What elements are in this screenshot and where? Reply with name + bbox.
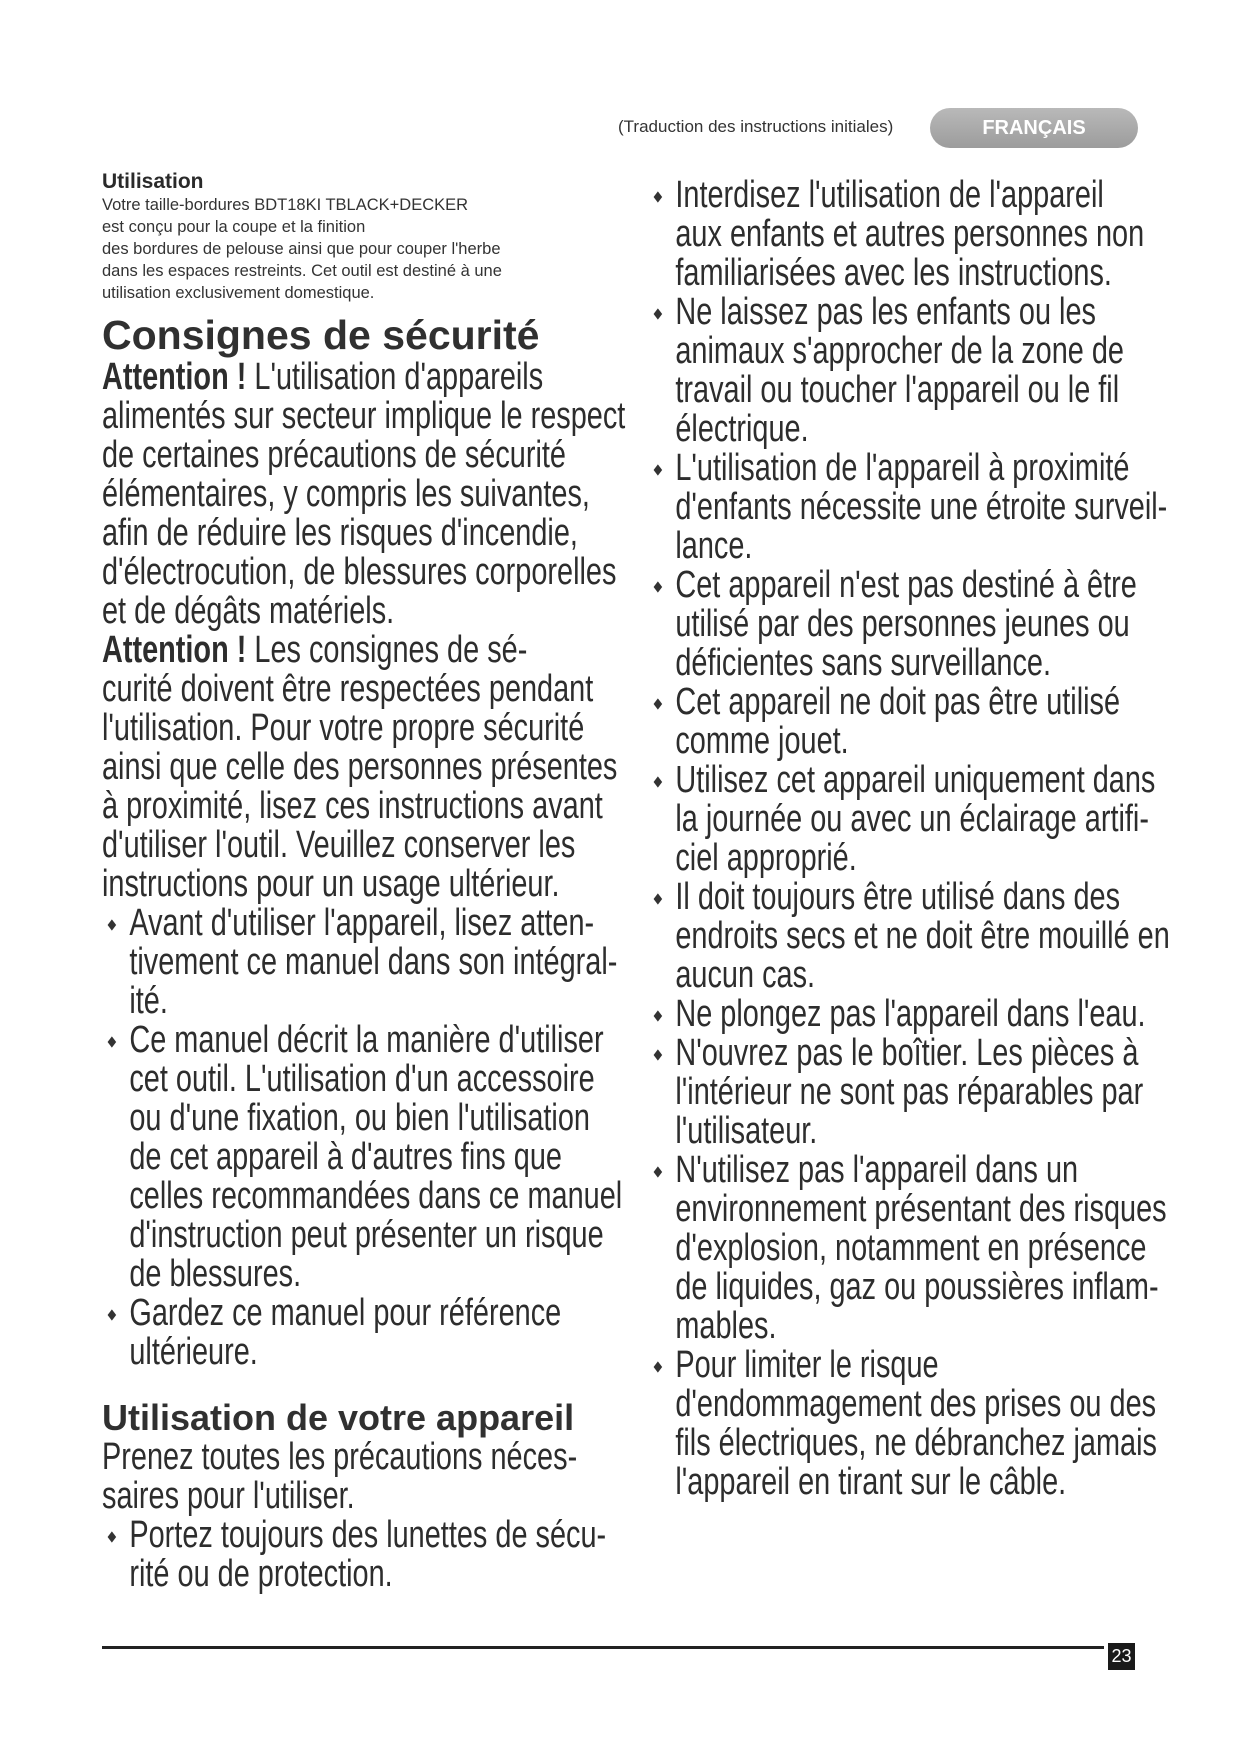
using-intro [102, 1438, 624, 1516]
list-item [102, 904, 624, 1021]
diamond-bullet-icon [108, 1309, 117, 1320]
bullet-line: déficientes sans surveillance. [675, 642, 1052, 684]
diamond-bullet-icon [654, 1361, 663, 1372]
list-item [648, 1344, 1157, 1503]
list-item [648, 995, 1150, 1034]
bullet-line: l'appareil en tirant sur le câble. [675, 1461, 1067, 1503]
list-item [648, 876, 1170, 996]
bullet-line: cet outil. L'utilisation d'un accessoire [129, 1058, 595, 1100]
bullet-line: travail ou toucher l'appareil ou le fil [675, 369, 1120, 411]
diamond-bullet-icon [654, 191, 663, 202]
intended-use-line: des bordures de pelouse ainsi que pour couper l'herbe [102, 240, 501, 258]
bullet-line: d'enfants nécessite une étroite surveil- [675, 486, 1168, 528]
list-item [648, 293, 1150, 449]
diamond-bullet-icon [108, 1036, 117, 1047]
warning-line: d'électrocution, de blessures corporelles [102, 551, 617, 593]
list-item [648, 683, 1150, 761]
diamond-bullet-icon [108, 1531, 117, 1542]
warning-line: et de dégâts matériels. [102, 590, 395, 632]
warning-line: à proximité, lisez ces instructions avant [102, 785, 603, 827]
warning-line: élémentaires, y compris les suivantes, [102, 473, 590, 515]
bullet-line: d'explosion, notamment en présence [675, 1227, 1147, 1269]
right-safety-body [648, 174, 1170, 1503]
using-title: Utilisation de votre appareil [102, 1397, 575, 1438]
list-item [648, 447, 1168, 567]
bullet-line: Gardez ce manuel pour référence [129, 1292, 562, 1334]
list-item [648, 566, 1150, 683]
bullet-line: aux enfants et autres personnes non [675, 213, 1145, 255]
warning-line: afin de réduire les risques d'incendie, [102, 512, 578, 554]
diamond-bullet-icon [654, 581, 663, 592]
list-item [102, 1021, 624, 1294]
intended-use-line: utilisation exclusivement domestique. [102, 284, 375, 302]
diamond-bullet-icon [108, 919, 117, 930]
intended-use-line: Votre taille-bordures BDT18KI TBLACK+DECKER [102, 196, 469, 214]
diamond-bullet-icon [654, 1049, 663, 1060]
bullet-line: environnement présentant des risques [675, 1188, 1167, 1230]
intended-use-line: dans les espaces restreints. Cet outil est destiné à une [102, 262, 502, 280]
using-bullet-list [102, 1516, 624, 1594]
bullet-line: L'utilisation de l'appareil à proximité [675, 447, 1130, 489]
bullet-line: la journée ou avec un éclairage artifi- [675, 798, 1149, 840]
list-item [648, 759, 1156, 879]
footer-divider [102, 1646, 1104, 1649]
bullet-line: d'endommagement des prises ou des [675, 1383, 1157, 1425]
bullet-line: de cet appareil à d'autres fins que [129, 1136, 562, 1178]
bullet-line: électrique. [675, 408, 809, 450]
list-item [102, 1516, 624, 1594]
warning-line [102, 358, 624, 397]
language-badge: FRANÇAIS [930, 108, 1138, 148]
bullet-line: tivement ce manuel dans son intégral- [129, 941, 618, 983]
bullet-line: aucun cas. [675, 954, 816, 996]
bullet-line: Il doit toujours être utilisé dans des [675, 876, 1121, 918]
right-column [648, 174, 1170, 1503]
diamond-bullet-icon [654, 308, 663, 319]
intended-use-title: Utilisation [102, 170, 204, 193]
warning-paragraph-2 [102, 631, 624, 904]
bullet-line: endroits secs et ne doit être mouillé en [675, 915, 1170, 957]
warning-line: d'utiliser l'outil. Veuillez conserver les [102, 824, 576, 866]
bullet-line: Ne laissez pas les enfants ou les [675, 291, 1096, 333]
bullet-line: Avant d'utiliser l'appareil, lisez atten- [129, 902, 595, 944]
bullet-line: ultérieure. [129, 1331, 258, 1373]
bullet-line: Pour limiter le risque [675, 1344, 939, 1386]
bullet-line: de liquides, gaz ou poussières inflam- [675, 1266, 1159, 1308]
page-number: 23 [1108, 1643, 1135, 1670]
list-item [102, 1294, 624, 1372]
bullet-line: Cet appareil ne doit pas être utilisé [675, 681, 1121, 723]
bullet-line: celles recommandées dans ce manuel [129, 1175, 623, 1217]
bullet-line: N'ouvrez pas le boîtier. Les pièces à [675, 1032, 1139, 1074]
warning-line [102, 631, 624, 670]
bullet-line: Utilisez cet appareil uniquement dans [675, 759, 1156, 801]
safety-bullet-list [102, 904, 624, 1372]
warning-label: Attention ! [102, 629, 247, 671]
safety-title: Consignes de sécurité [102, 312, 540, 358]
bullet-line: l'utilisateur. [675, 1110, 818, 1152]
warning-line: de certaines précautions de sécurité [102, 434, 566, 476]
diamond-bullet-icon [654, 776, 663, 787]
warning-paragraph-1 [102, 358, 624, 631]
warning-label: Attention ! [102, 356, 247, 398]
warning-line: alimentés sur secteur implique le respect [102, 395, 626, 437]
bullet-line: mables. [675, 1305, 777, 1347]
left-column [102, 170, 626, 1595]
bullet-line: l'intérieur ne sont pas réparables par [675, 1071, 1144, 1113]
warning-line: ainsi que celle des personnes présentes [102, 746, 618, 788]
list-item [648, 1034, 1150, 1151]
bullet-line: fils électriques, ne débranchez jamais [675, 1422, 1157, 1464]
bullet-line: Interdisez l'utilisation de l'appareil [675, 174, 1104, 216]
using-intro-line: Prenez toutes les précautions néces- [102, 1436, 578, 1478]
bullet-line: ité. [129, 980, 168, 1022]
diamond-bullet-icon [654, 1166, 663, 1177]
list-item [648, 176, 1150, 293]
warning-text: L'utilisation d'appareils [246, 356, 544, 398]
right-bullet-list [648, 174, 1170, 1503]
bullet-line: comme jouet. [675, 720, 849, 762]
bullet-line: N'utilisez pas l'appareil dans un [675, 1149, 1079, 1191]
bullet-line: Ce manuel décrit la manière d'utiliser [129, 1019, 604, 1061]
list-item [648, 1149, 1167, 1347]
bullet-line: ciel approprié. [675, 837, 857, 879]
bullet-line: d'instruction peut présenter un risque [129, 1214, 604, 1256]
diamond-bullet-icon [654, 698, 663, 709]
bullet-line: animaux s'approcher de la zone de [675, 330, 1124, 372]
bullet-line: lance. [675, 525, 753, 567]
bullet-line: Cet appareil n'est pas destiné à être [675, 564, 1137, 606]
diamond-bullet-icon [654, 893, 663, 904]
diamond-bullet-icon [654, 1010, 663, 1021]
safety-body [102, 358, 624, 1372]
intended-use-line: est conçu pour la coupe et la finition [102, 218, 366, 236]
bullet-line: de blessures. [129, 1253, 302, 1295]
warning-line: instructions pour un usage ultérieur. [102, 863, 560, 905]
bullet-line: rité ou de protection. [129, 1553, 393, 1595]
bullet-line: familiarisées avec les instructions. [675, 252, 1112, 294]
warning-text: Les consignes de sé- [246, 629, 528, 671]
diamond-bullet-icon [654, 464, 663, 475]
bullet-line: utilisé par des personnes jeunes ou [675, 603, 1130, 645]
using-body [102, 1438, 624, 1594]
bullet-line: Ne plongez pas l'appareil dans l'eau. [675, 993, 1146, 1035]
bullet-line: Portez toujours des lunettes de sécu- [129, 1514, 607, 1556]
using-intro-line: saires pour l'utiliser. [102, 1475, 355, 1517]
bullet-line: ou d'une fixation, ou bien l'utilisation [129, 1097, 590, 1139]
warning-line: curité doivent être respectées pendant [102, 668, 594, 710]
translation-note: (Traduction des instructions initiales) [618, 117, 894, 136]
warning-line: l'utilisation. Pour votre propre sécurité [102, 707, 585, 749]
intended-use-text [102, 194, 622, 304]
